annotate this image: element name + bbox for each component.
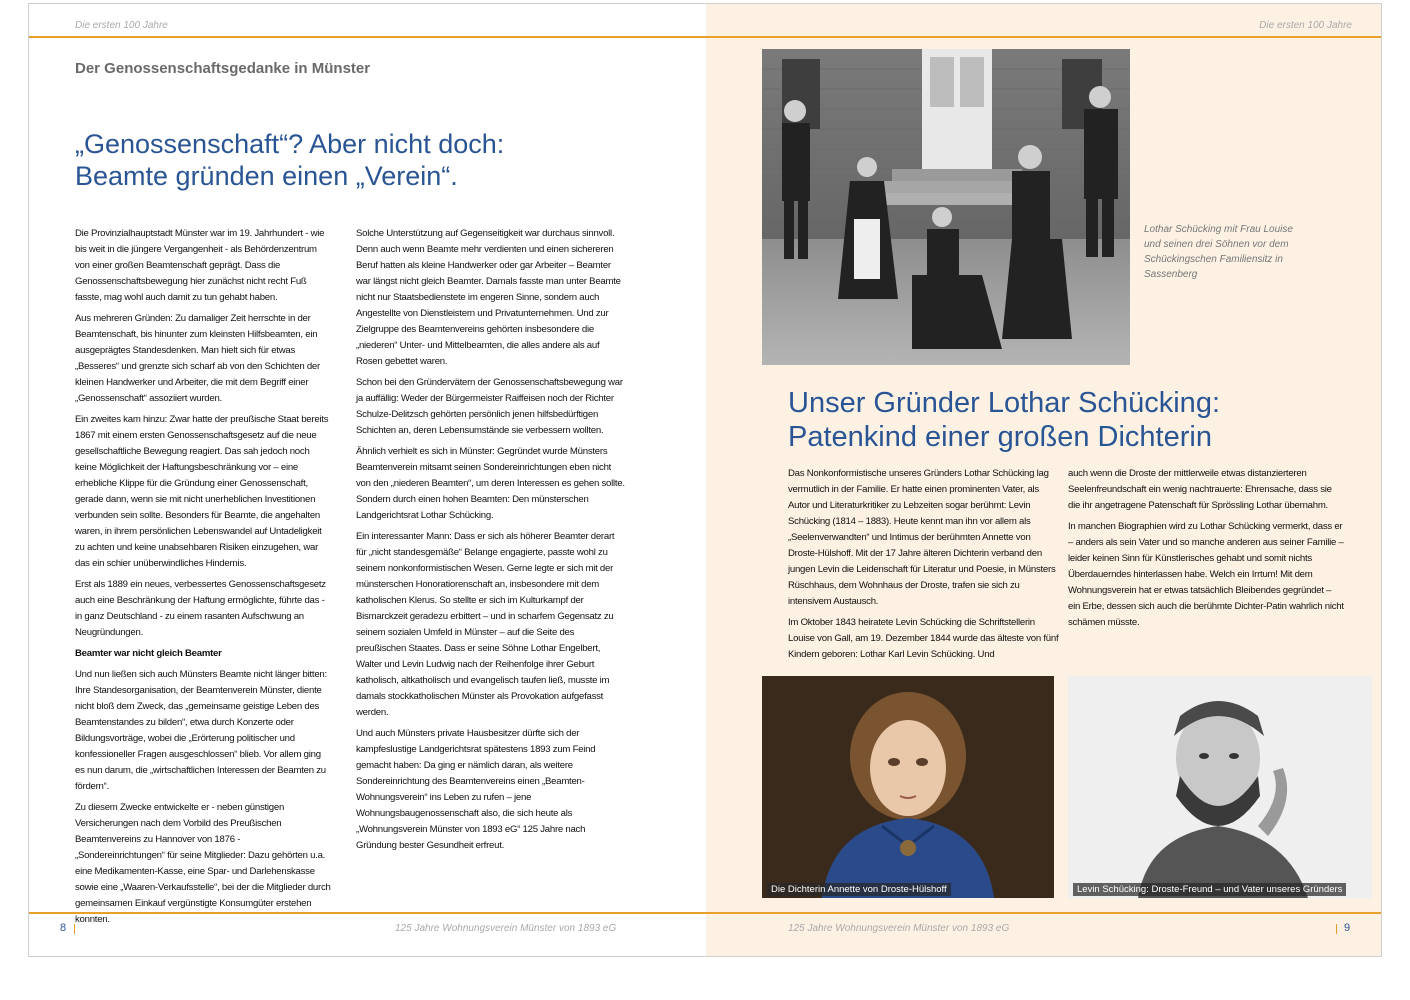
page-number-left: 8 [60,922,67,934]
paragraph: Erst als 1889 ein neues, verbessertes Genossenschaftsgesetz auch eine Beschränkung der Haftung ermöglichte, führte das - in ganz Deutschland - zu einem rasanten Aufschwung an Neugründungen. [75,579,326,638]
headline-left [75,128,504,192]
family-photo [762,49,1130,365]
subheading: Beamter war nicht gleich Beamter [75,648,222,659]
paragraph: Und nun ließen sich auch Münsters Beamte nicht länger bitten: Ihre Standesorganisation, der Beamtenverein Münster, diente nicht bloß dem Zweck, das „gemeinsame geistige Leben des Beamtenstandes zu bilden“, etwa durch Konzerte oder Bildungsvorträge, wobei die „Erörterung politischer und konfessioneller Fragen ausgeschlossen“ blieb. Vor allem ging es nun darum, die „wirtschaftlichen Interessen der Beamten zu fördern“. [75,669,327,792]
droste-caption: Die Dichterin Annette von Droste-Hülshoff [767,883,951,896]
family-photo-image [762,49,1130,365]
levin-portrait-image [1068,676,1372,898]
header-rule-right [706,36,1382,38]
levin-caption: Levin Schücking: Droste-Freund – und Vater unseres Gründers [1073,883,1346,896]
headline-left-line2: Beamte gründen einen „Verein“. [75,161,458,191]
page-number-right: 9 [1344,922,1351,934]
paragraph: Im Oktober 1843 heiratete Levin Schücking die Schriftstellerin Louise von Gall, am 19. Dezember 1844 wurde das älteste von fünf Kindern geboren: Lothar Karl Levin Schücking. Und [788,617,1059,660]
paragraph: auch wenn die Droste der mittlerweile etwas distanzierteren Seelenfreundschaft ein wenig nachtrauerte: Ehrensache, dass sie die ihr angetragene Patenschaft für Sprössling Lothar übernahm. [1068,468,1332,511]
running-header-left: Die ersten 100 Jahre [75,20,168,31]
paragraph: Und auch Münsters private Hausbesitzer dürfte sich der kampfeslustige Landgerichtsrat spätestens 1893 zum Feind gemacht haben: Da ging er nämlich daran, als weitere Sondereinrichtung des Beamtenvereins einen „Beamten-Wohnungsverein“ ins Leben zu rufen – jene Wohnungsbaugenossenschaft also, die sich heute als „Wohnungsverein Münster von 1893 eG“ 125 Jahre nach Gründung bester Gesundheit erfreut. [356,728,596,851]
header-rule-left [29,36,706,38]
paragraph: Ein interessanter Mann: Dass er sich als höherer Beamter derart für „nicht standesgemäße“ Belange engagierte, passte wohl zu seinem nonkonformistischen Wesen. Gerne legte er sich mit der münsterschen Honoratiorenschaft an, insbesondere mit dem katholischen Klerus. So stellte er sich im Kulturkampf der Bismarckzeit geradezu erbittert – und in scharfem Gegensatz zu seinem sozialen Umfeld in Münster – auf die Seite des preußischen Staates. Dass er seine Söhne Lothar Engelbert, Walter und Levin Ludwig nach der Reihenfolge ihrer Geburt katholisch, altkatholisch und evangelisch taufen ließ, musste im damals stockkatholischen Münster als Provokation aufgefasst werden. [356,531,615,718]
paragraph: Ähnlich verhielt es sich in Münster: Gegründet wurde Münsters Beamtenverein mitsamt seinen Sondereinrichtungen eben nicht von den „niederen Beamten“, um deren Interessen es gehen sollte. Sondern durch einen hohen Beamten: Den münsterschen Landgerichtsrat Lothar Schücking. [356,446,625,521]
headline-right [788,386,1220,454]
running-header-right: Die ersten 100 Jahre [1259,20,1352,31]
headline-right-line2: Patenkind einer großen Dichterin [788,421,1212,453]
headline-right-line1: Unser Gründer Lothar Schücking: [788,387,1220,419]
headline-left-line1: „Genossenschaft“? Aber nicht doch: [75,129,505,159]
right-column-1 [788,466,1060,668]
paragraph: Ein zweites kam hinzu: Zwar hatte der preußische Staat bereits 1867 mit einem ersten Genossenschaftsgesetz auf die neue gesellschaftliche Bewegung reagiert. Das sah jedoch noch keine Möglichkeit der Haftungsbeschränkung vor – eine erhebliche Klippe für die Gründung einer Genossenschaft, gerade dann, wenn sie mit nicht unerheblichen Investitionen verbunden sein sollte. Besonders für Beamte, die angehalten waren, in ihrem persönlichen Lebenswandel auf Untadeligkeit zu achten und keine unabsehbaren Risiken einzugehen, war das ein schier unüberwindliches Hindernis. [75,414,329,569]
paragraph: In manchen Biographien wird zu Lothar Schücking vermerkt, dass er – anders als sein Vater und so manche anderen aus seiner Familie – leider keinen Sinn für Künstlerisches gehabt und somit nichts Überdauerndes hinterlassen habe. Welch ein Irrtum! Mit dem Wohnungsverein hat er etwas tatsächlich Bleibendes gegründet – ein Erbe, dessen sich auch die berühmte Dichter-Patin wahrlich nicht schämen müsste. [1068,521,1344,628]
page-number-divider [1336,924,1337,934]
family-photo-caption: Lothar Schücking mit Frau Louise und seinen drei Söhnen vor dem Schückingschen Familiensitz in Sassenberg [1144,224,1293,280]
right-page [706,4,1382,956]
left-column-1 [75,226,331,933]
page-number-divider [74,924,75,934]
paragraph: Aus mehreren Gründen: Zu damaliger Zeit herrschte in der Beamtenschaft, bis hinunter zum kleinsten Hilfsbeamten, ein ausgeprägtes Standesdenken. Man hielt sich für etwas „Besseres“ und grenzte sich scharf ab von den Schichten der kleinen Handwerker und Arbeiter, die mit dem Begriff einer „Genossenschaft“ assoziiert wurden. [75,313,320,404]
droste-portrait [762,676,1054,898]
footer-left: 125 Jahre Wohnungsverein Münster von 1893 eG [395,923,617,934]
footer-right: 125 Jahre Wohnungsverein Münster von 1893 eG [788,923,1010,934]
paragraph: Die Provinzialhauptstadt Münster war im 19. Jahrhundert - wie bis weit in die jüngere Vergangenheit - als Behördenzentrum von einer großen Beamtenschaft geprägt. Dass die Genossenschaftsbewegung hier zunächst nicht recht Fuß fasste, mag wohl auch damit zu tun gehabt haben. [75,228,325,303]
magazine-spread [28,3,1382,957]
footer-rule-left [29,912,706,914]
left-page [29,4,706,956]
paragraph: Schon bei den Gründervätern der Genossenschaftsbewegung war ja auffällig: Weder der Bürgermeister Raiffeisen noch der Richter Schulze-Delitzsch gehörten persönlich jenen hilfsbedürftigen Schichten an, deren Lebensumstände sie verbessern wollten. [356,377,623,436]
footer-rule-right [706,912,1382,914]
levin-portrait [1068,676,1372,898]
section-title: Der Genossenschaftsgedanke in Münster [75,60,371,77]
paragraph: Das Nonkonformistische unseres Gründers Lothar Schücking lag vermutlich in der Familie. Er hatte einen prominenten Vater, als Autor und Literaturkritiker zu Lebzeiten sogar berühmt: Levin Schücking (1814 – 1883). Heute kennt man ihn vor allem als „Seelenverwandten“ und Intimus der berühmten Annette von Droste-Hülshoff. Mit der 17 Jahre älteren Dichterin verband den jungen Levin die Leidenschaft für Literatur und Poesie, in Münsters Rüschhaus, dem Wohnhaus der Droste, trafen sie sich zu intensivem Austausch. [788,468,1056,607]
left-column-2 [356,226,626,859]
paragraph: Zu diesem Zwecke entwickelte er - neben günstigen Versicherungen nach dem Vorbild des Preußischen Beamtenvereins zu Hannover von 1876 - „Sondereinrichtungen“ für seine Mitglieder: Dazu gehörten u.a. eine Medikamenten-Kasse, eine Spar- und Darlehenskasse sowie eine „Waaren-Verkaufsstelle“, bei der die Mitglieder durch gemeinsamen Einkauf vergünstigte Konsumgüter erstehen konnten. [75,802,331,925]
paragraph: Solche Unterstützung auf Gegenseitigkeit war durchaus sinnvoll. Denn auch wenn Beamte mehr verdienten und einen sichereren Beruf hatten als kleine Handwerker oder gar Arbeiter – Beamter war längst nicht gleich Beamter. Damals fasste man unter Beamte nicht nur Staatsbedienstete im engeren Sinne, sondern auch Angestellte von Dienstleistern und Privatunternehmen. Und zur Zielgruppe des Beamtenvereins gehörten insbesondere die „niederen“ Unter- und Mittelbeamten, die alles andere als auf Rosen gebettet waren. [356,228,621,367]
right-column-2 [1068,466,1344,636]
droste-portrait-image [762,676,1054,898]
